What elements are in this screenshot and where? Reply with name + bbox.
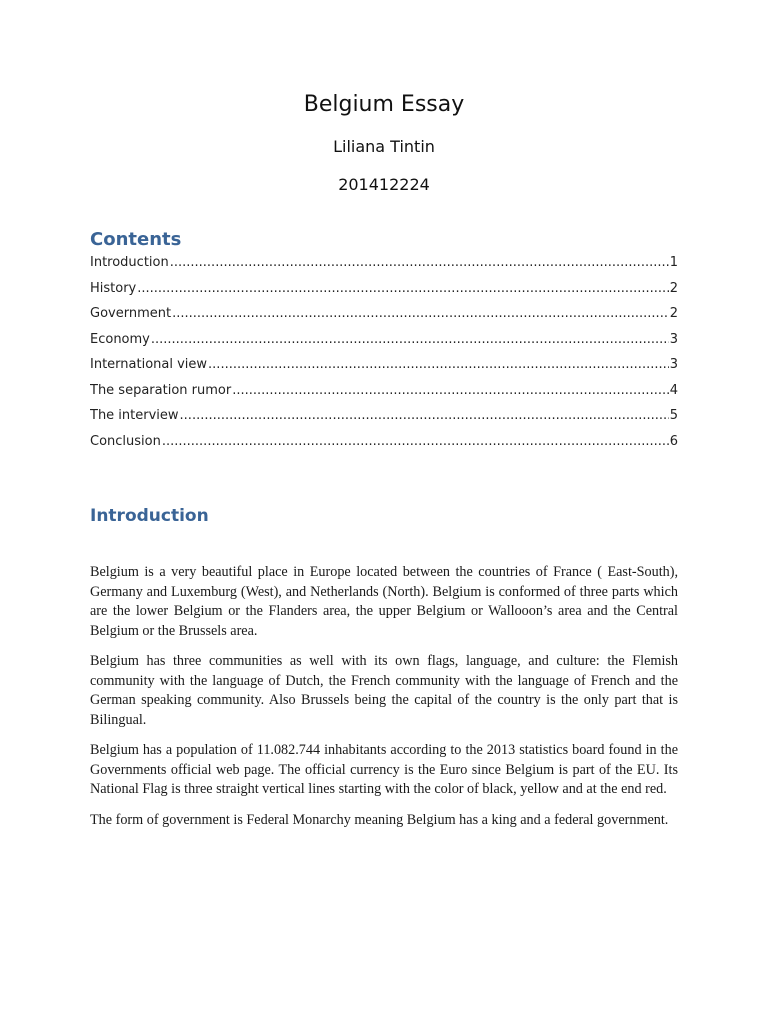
introduction-body xyxy=(90,563,678,841)
toc-entry-introduction[interactable] xyxy=(90,254,678,280)
paragraph: The form of government is Federal Monarchy meaning Belgium has a king and a federal government. xyxy=(90,811,669,828)
toc-entry-page: 4 xyxy=(669,382,678,398)
toc-entry-title: International view xyxy=(90,357,208,372)
student-id: 201412224 xyxy=(338,175,430,194)
toc-entry-title: Economy xyxy=(90,331,150,347)
toc-entry-page: 2 xyxy=(669,306,678,321)
paragraph: Belgium has a population of 11.082.744 inhabitants according to the 2013 statistics board found in the Governments official web page. The official currency is the Euro since Belgium is part of the EU. Its National Flag is three straight vertical lines starting with the color of black, yellow and at the end red. xyxy=(90,742,678,797)
toc-entry-title: Introduction xyxy=(90,255,169,270)
toc-entry-title: The interview xyxy=(90,408,179,423)
toc-leader xyxy=(162,433,669,450)
document-title: Belgium Essay xyxy=(303,92,465,117)
toc-entry-title: Conclusion xyxy=(90,433,161,449)
toc-heading: Contents xyxy=(90,229,182,250)
toc-entry-title: Government xyxy=(90,306,172,321)
introduction-heading: Introduction xyxy=(90,506,209,526)
toc-leader xyxy=(170,254,669,271)
toc-entry-economy[interactable] xyxy=(90,331,678,357)
toc-leader xyxy=(172,305,669,322)
toc-entry-interview[interactable] xyxy=(90,407,678,433)
toc-entry-conclusion[interactable] xyxy=(90,433,678,459)
paragraph: Belgium is a very beautiful place in Europe located between the countries of France ( East-South), Germany and Luxemburg (West), and Netherlands (North). Belgium is conformed of three parts which are the lower Belgium or the Flanders area, the upper Belgium or Wallooon’s area and the Central Belgium or the Brussels area. xyxy=(90,564,678,639)
toc-entry-page: 5 xyxy=(669,408,678,423)
toc-entry-history[interactable] xyxy=(90,280,678,306)
toc-leader xyxy=(180,407,669,424)
toc-entry-government[interactable] xyxy=(90,305,678,331)
toc-leader xyxy=(232,382,669,399)
toc-entry-title: The separation rumor xyxy=(90,382,232,398)
toc-leader xyxy=(137,280,668,297)
author-name: Liliana Tintin xyxy=(333,137,435,156)
toc-entry-page: 6 xyxy=(669,433,678,449)
toc-leader xyxy=(208,356,669,373)
toc-entry-page: 1 xyxy=(669,255,678,270)
toc-entry-separation-rumor[interactable] xyxy=(90,382,678,408)
toc-entry-international-view[interactable] xyxy=(90,356,678,382)
paragraph: Belgium has three communities as well with its own flags, language, and culture: the Flemish community with the language of Dutch, the French community with the language of French and the German speaking community. Also Brussels being the capital of the country is the only part that is Bilingual. xyxy=(90,653,678,728)
toc-entry-page: 3 xyxy=(669,357,678,372)
table-of-contents xyxy=(90,254,678,458)
toc-leader xyxy=(151,331,669,348)
toc-entry-page: 2 xyxy=(669,280,678,296)
toc-entry-page: 3 xyxy=(669,331,678,347)
toc-entry-title: History xyxy=(90,280,137,296)
